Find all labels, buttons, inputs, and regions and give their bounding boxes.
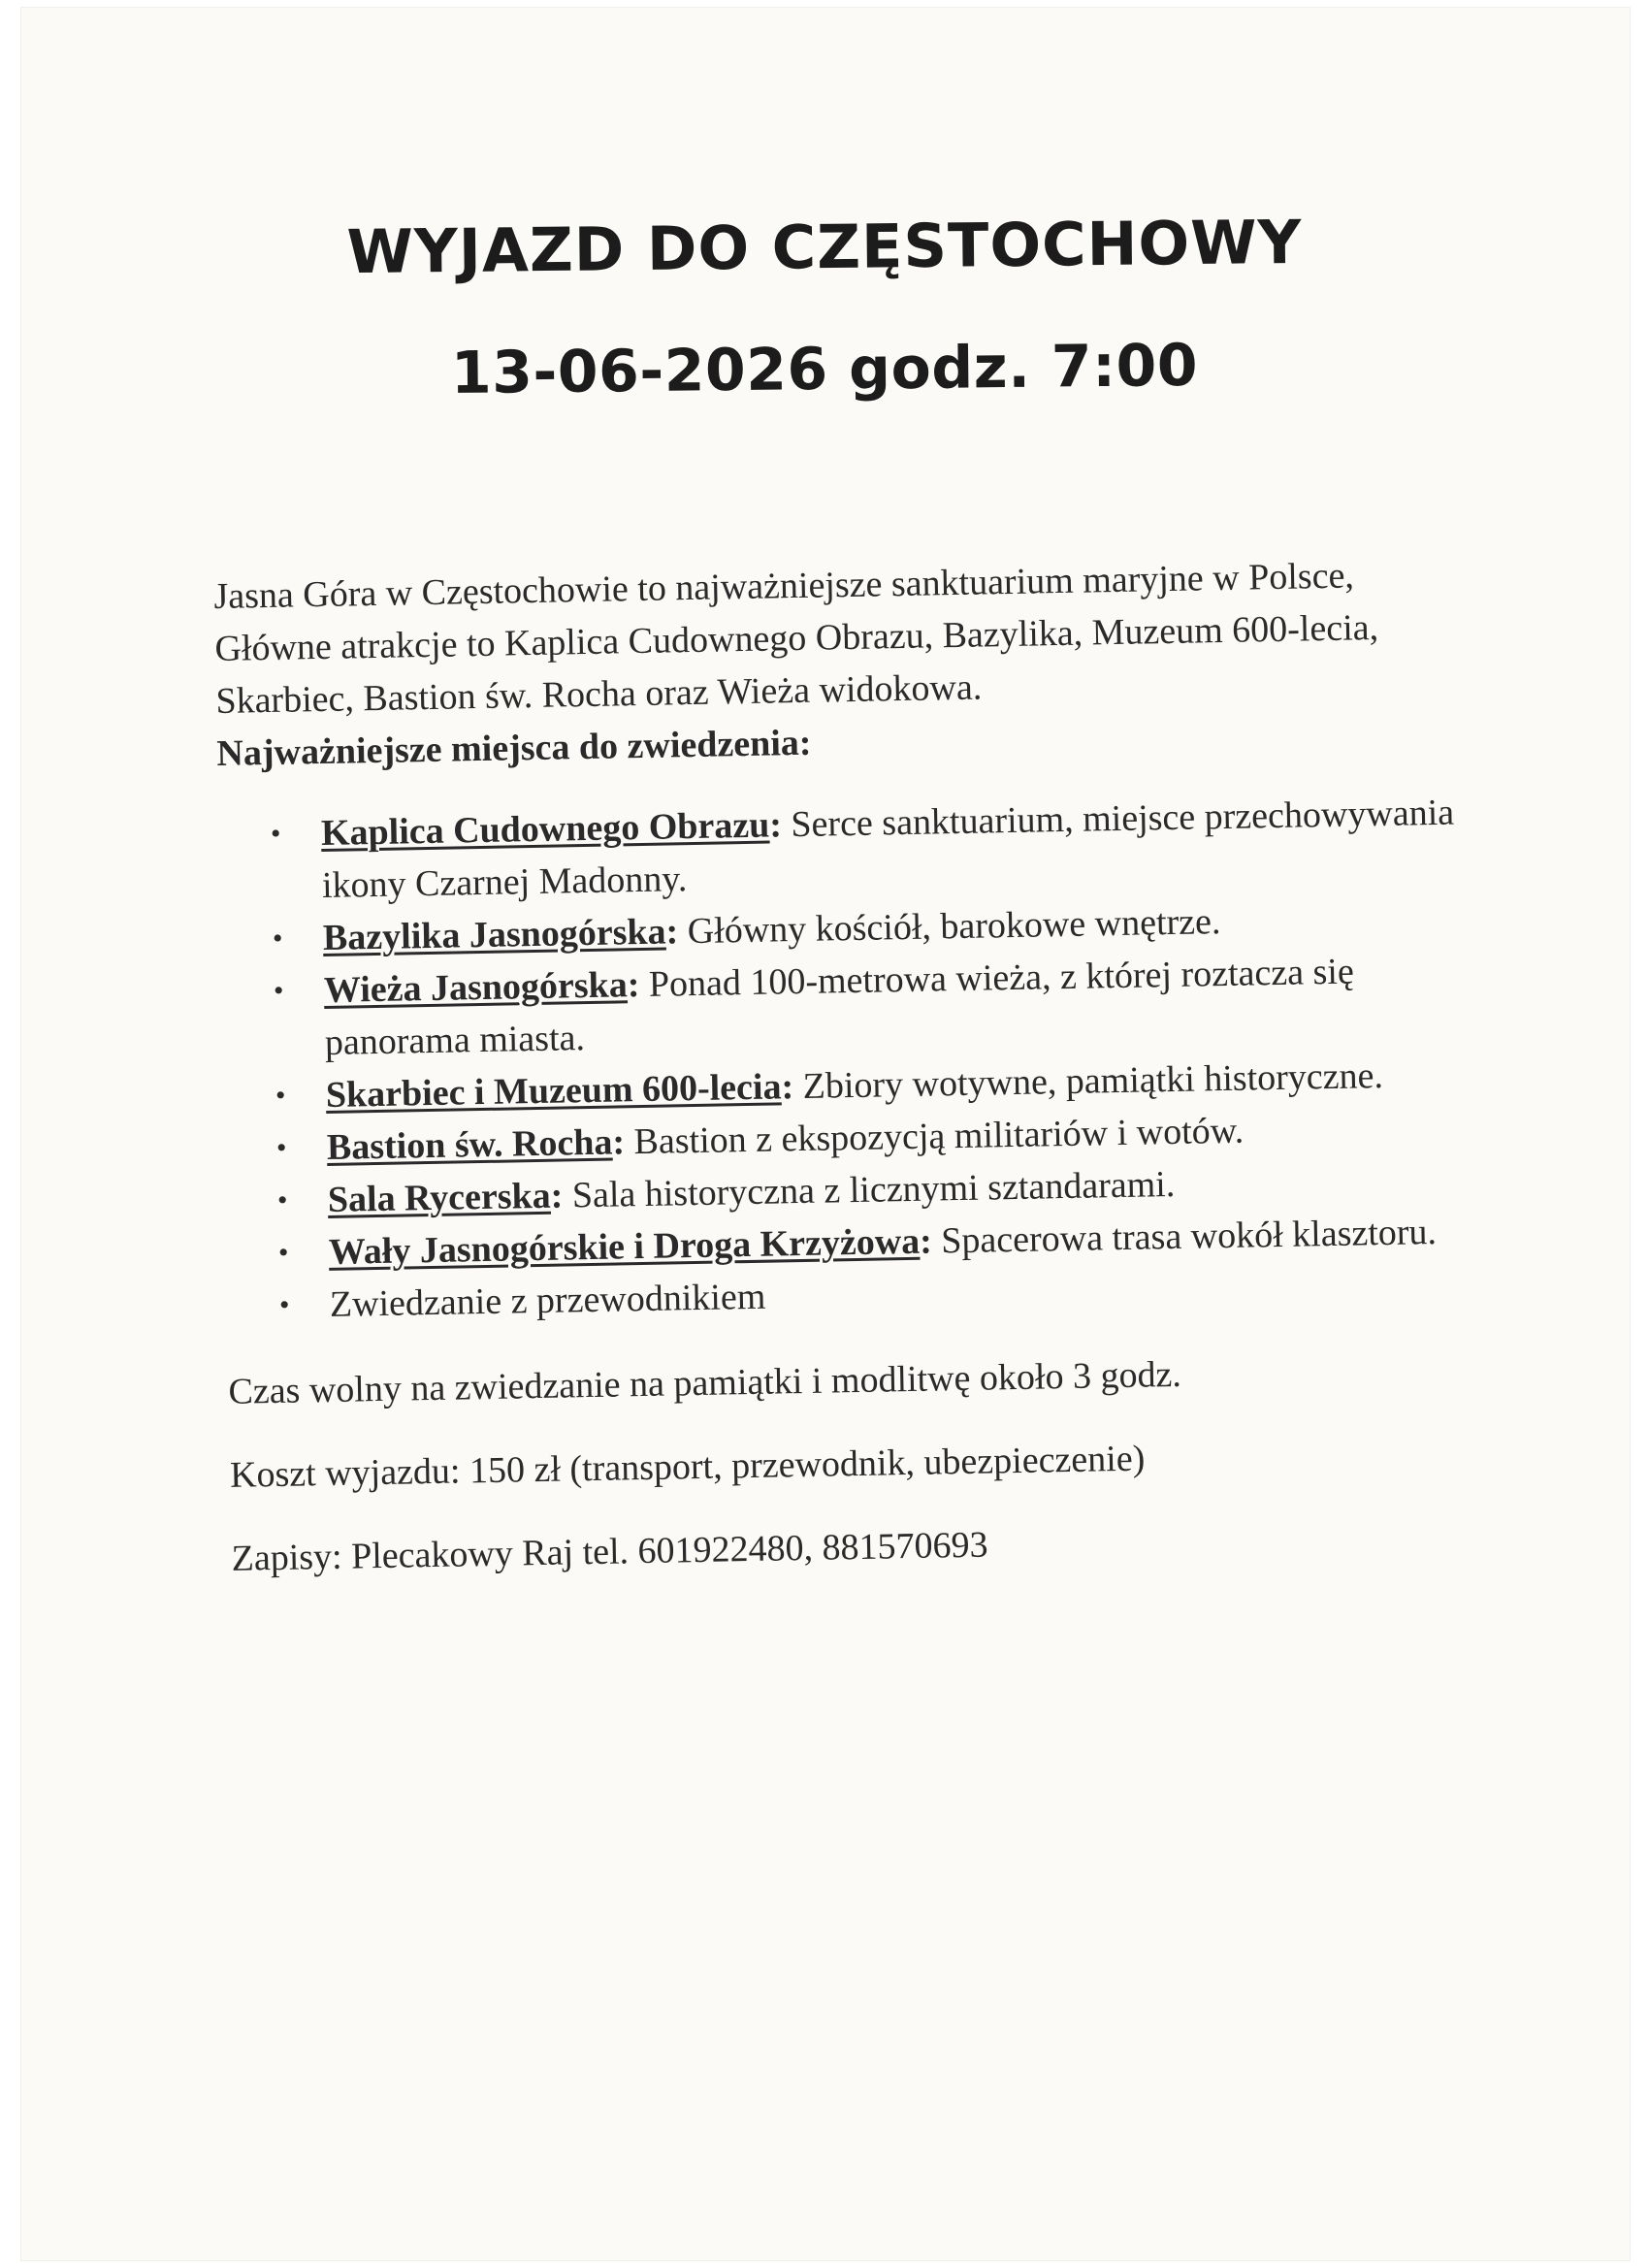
places-list: [218, 786, 1489, 1333]
colon: :: [919, 1220, 933, 1262]
colon: :: [550, 1175, 564, 1216]
place-description: Ponad 100-metrowa wieża, z której roztacza się panorama miasta.: [324, 951, 1355, 1063]
place-name: Wieża Jasnogórska: [323, 964, 629, 1011]
bullet-icon: •: [278, 1288, 290, 1321]
colon: :: [627, 964, 640, 1006]
place-name: Bastion św. Rocha: [326, 1121, 613, 1168]
colon: :: [612, 1121, 626, 1163]
page-title: WYJAZD DO CZĘSTOCHOWY: [346, 206, 1303, 288]
intro-paragraph: Jasna Góra w Częstochowie to najważniejsze sanktuarium maryjne w Polsce, Główne atrakcje to Kaplica Cudownego Obrazu, Bazylika, Muzeum 600-lecia, Skarbiec, Bastion św. Rocha oraz Wieża widokowa.: [213, 555, 1379, 722]
place-name: Kaplica Cudownego Obrazu: [320, 804, 770, 855]
places-heading: Najważniejsze miejsca do zwiedzenia:: [216, 722, 812, 774]
cost-note: Koszt wyjazdu: 150 zł (transport, przewodnik, ubezpieczenie): [229, 1438, 1146, 1496]
colon: :: [768, 804, 783, 846]
bullet-icon: •: [270, 817, 281, 850]
place-name: Wały Jasnogórskie i Droga Krzyżowa: [328, 1220, 921, 1273]
place-description: Zbiory wotywne, pamiątki historyczne.: [792, 1054, 1384, 1108]
place-name: Sala Rycerska: [327, 1175, 552, 1220]
bullet-icon: •: [275, 1079, 286, 1112]
place-description: Sala historyczna z licznymi sztandarami.: [562, 1163, 1176, 1216]
place-description: Spacerowa trasa wokół klasztoru.: [931, 1212, 1438, 1262]
bullet-icon: •: [273, 974, 284, 1007]
bullet-icon: •: [276, 1183, 288, 1216]
place-description: Zwiedzanie z przewodnikiem: [329, 1276, 766, 1325]
colon: :: [665, 911, 679, 953]
place-name: Bazylika Jasnogórska: [322, 911, 666, 958]
place-name: Skarbiec i Muzeum 600-lecia: [325, 1066, 782, 1116]
flyer-body: [213, 547, 1493, 1585]
signup-note: Zapisy: Plecakowy Raj tel. 601922480, 881570693: [231, 1524, 988, 1579]
colon: :: [781, 1066, 794, 1108]
bullet-icon: •: [277, 1236, 289, 1269]
place-description: Bastion z ekspozycją militariów i wotów.: [624, 1110, 1245, 1163]
trip-date-time: 13-06-2026 godz. 7:00: [450, 331, 1199, 408]
place-description: Główny kościół, barokowe wnętrze.: [677, 901, 1221, 953]
bullet-icon: •: [272, 922, 283, 955]
bullet-icon: •: [275, 1131, 287, 1164]
place-description: Serce sanktuarium, miejsce przechowywania ikony Czarnej Madonny.: [321, 792, 1455, 906]
free-time-note: Czas wolny na zwiedzanie na pamiątki i modlitwę około 3 godz.: [228, 1353, 1182, 1412]
